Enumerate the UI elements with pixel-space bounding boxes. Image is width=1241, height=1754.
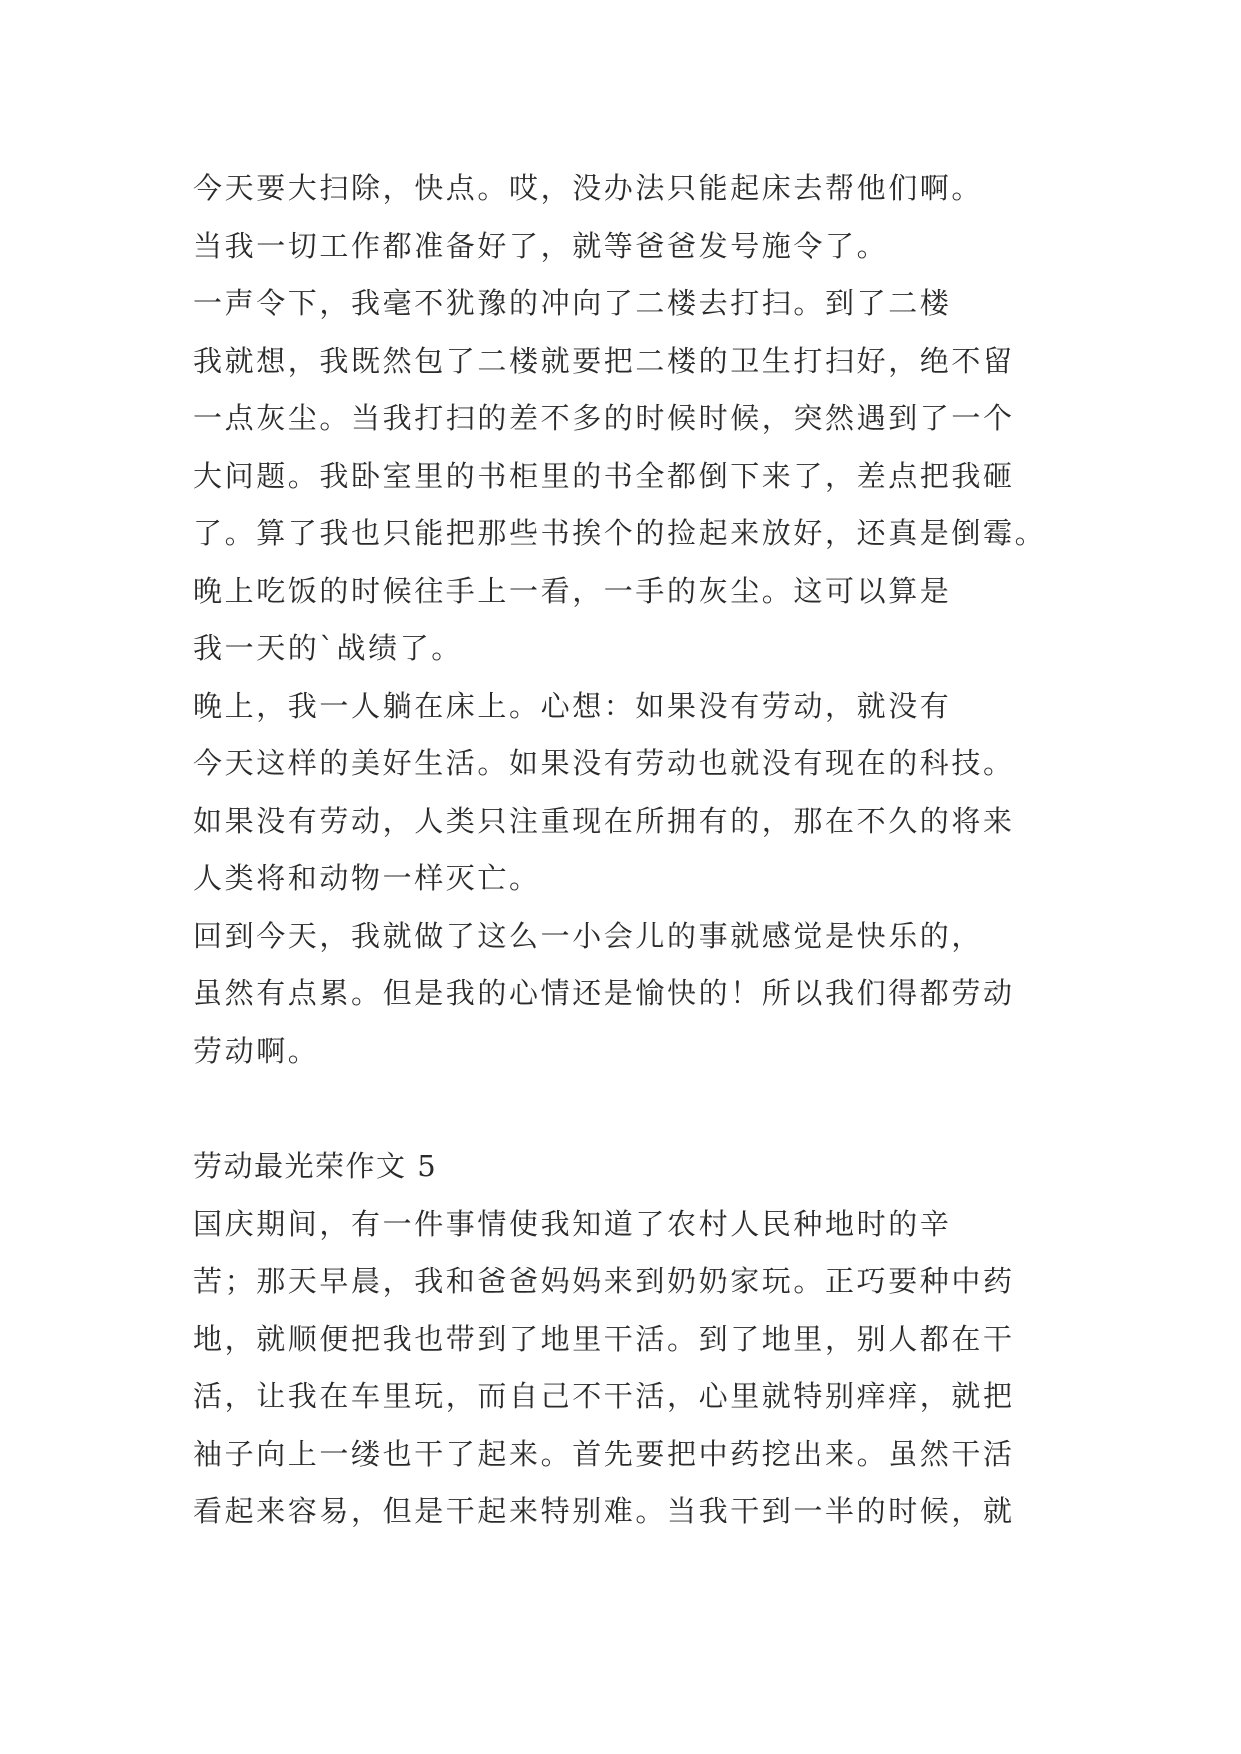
paragraph-line: 国庆期间，有一件事情使我知道了农村人民种地时的辛 <box>193 1206 952 1241</box>
paragraph-line: 晚上，我一人躺在床上。心想：如果没有劳动，就没有 <box>193 688 952 723</box>
paragraph-line: 回到今天，我就做了这么一小会儿的事就感觉是快乐的， <box>193 918 984 953</box>
paragraph-line: 大问题。我卧室里的书柜里的书全都倒下来了，差点把我砸 <box>193 458 1015 493</box>
essay-heading: 劳动最光荣作文 5 <box>193 1149 438 1183</box>
paragraph-line: 晚上吃饭的时候往手上一看，一手的灰尘。这可以算是 <box>193 573 952 608</box>
section-gap <box>193 1080 1055 1138</box>
paragraph-line: 当我一切工作都准备好了，就等爸爸发号施令了。 <box>193 228 889 263</box>
paragraph-line: 袖子向上一缕也干了起来。首先要把中药挖出来。虽然干活 <box>193 1436 1015 1471</box>
paragraph-line: 今天这样的美好生活。如果没有劳动也就没有现在的科技。 <box>193 746 1015 780</box>
paragraph-line: 一声令下，我毫不犹豫的冲向了二楼去打扫。到了二楼 <box>193 286 952 320</box>
paragraph-line: 看起来容易，但是干起来特别难。当我干到一半的时候，就 <box>193 1494 1015 1528</box>
paragraph-line: 虽然有点累。但是我的心情还是愉快的！所以我们得都劳动 <box>193 976 1015 1010</box>
paragraph-line: 劳动啊。 <box>193 1033 320 1068</box>
paragraph-line: 苦；那天早晨，我和爸爸妈妈来到奶奶家玩。正巧要种中药 <box>193 1264 1015 1298</box>
paragraph-line: 了。算了我也只能把那些书挨个的捡起来放好，还真是倒霉。 <box>193 516 1047 550</box>
paragraph-line: 我就想，我既然包了二楼就要把二楼的卫生打扫好，绝不留 <box>193 343 1015 378</box>
document-body <box>193 160 1055 1541</box>
paragraph-line: 地，就顺便把我也带到了地里干活。到了地里，别人都在干 <box>193 1321 1015 1356</box>
paragraph-line: 我一天的`战绩了。 <box>193 631 463 665</box>
paragraph-line: 活，让我在车里玩，而自己不干活，心里就特别痒痒，就把 <box>193 1379 1015 1413</box>
paragraph-line: 今天要大扫除，快点。哎，没办法只能起床去帮他们啊。 <box>193 171 984 205</box>
paragraph-line: 一点灰尘。当我打扫的差不多的时候时候，突然遇到了一个 <box>193 401 1015 435</box>
paragraph-line: 人类将和动物一样灭亡。 <box>193 861 541 895</box>
paragraph-line: 如果没有劳动，人类只注重现在所拥有的，那在不久的将来 <box>193 803 1015 838</box>
